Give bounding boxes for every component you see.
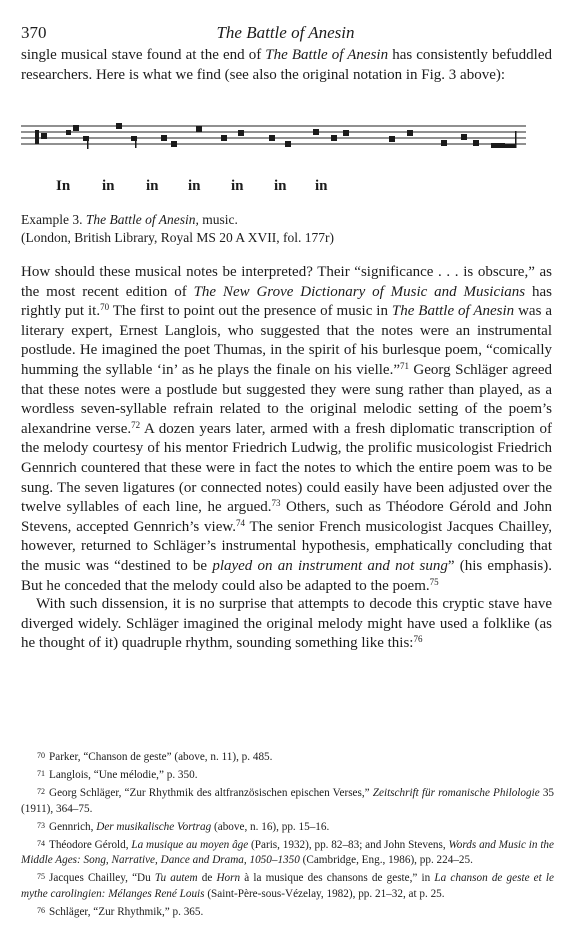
note-stem xyxy=(135,136,137,148)
caption-prefix: Example 3. xyxy=(21,212,86,227)
syllable-6: in xyxy=(274,178,287,194)
body-paragraph-1: How should these musical notes be interpreted? Their “significance . . . is obscure,” as the most recent edition of The New Grove Dictionary of Music and Musicians has rightly put it.$^{70}$ The first to point out the presence of music in The Battle of Anesin was a literary expert, Ernest Langlois, who suggested that the notes were an instrumental postlude. He imagined the poet Thumas, in the spirit of his burlesque poem, “comically humming the syllable ‘in’ as he plays the finale on his vielle.”$^{71}$ Georg Schläger agreed that these notes were a postlude but suggested they were sung rather than played, as a wordless seven-syllable refrain related to the original melodic setting of the poem’s alexandrine verse.$^{72}$ A dozen years later, armed with a fresh diplomatic transcription of the melody courtesy of his mentor Friedrich Ludwig, the prolific musicologist Friedrich Gennrich countered that these were in fact the notes to which the entire poem was to be sung. The seven ligatures (or connected notes) could easily have been adjusted over the twelve syllables of each line, he argued.$^{73}$ Others, such as Théodore Gérold and John Stevens, accepted Gennrich’s view.$^{74}$ The senior French musicologist Jacques Chailley, however, returned to Schläger’s instrumental hypothesis, emphatically concluding that the music was “destined to be played on an instrument and not sung” (his emphasis). But he conceded that the melody could also be adapted to the poem.$^{75}$ xyxy=(21,264,553,594)
body-paragraph-2: With such dissension, it is no surprise that attempts to decode this cryptic stave have diverged widely. Schläger imagined the original melody might have used a folklike (as he thought of it) quadruple rhythm, sounding something like this:$^{76}$ xyxy=(21,596,552,652)
syllable-1: In xyxy=(56,178,71,194)
note-head xyxy=(331,135,337,141)
note-stem xyxy=(515,131,517,148)
note-head xyxy=(196,126,202,132)
intro-text-1: single musical stave found at the end of xyxy=(21,47,266,63)
caption-suffix: music. xyxy=(198,212,238,227)
footnote-70: 70 Parker, “Chanson de geste” (above, n. 11), p. 485. xyxy=(37,751,273,763)
example-caption xyxy=(21,211,552,229)
syllable-3: in xyxy=(146,178,159,194)
ligature xyxy=(505,144,515,148)
footnote-73: 73 Gennrich, Der musikalische Vortrag (above, n. 16), pp. 15–16. xyxy=(37,820,330,833)
note-head xyxy=(66,130,71,135)
note-head xyxy=(461,134,467,140)
footnote-ref: 71 xyxy=(399,360,409,371)
footnote-ref: 76 xyxy=(413,634,423,645)
note-head xyxy=(41,133,47,139)
page-header xyxy=(0,23,571,47)
note-head xyxy=(441,140,447,146)
note-head xyxy=(161,135,167,141)
note-head xyxy=(313,129,319,135)
caption-title: The Battle of Anesin, xyxy=(85,212,199,227)
note-stem xyxy=(87,136,89,149)
intro-paragraph xyxy=(21,46,552,85)
footnote-ref: 75 xyxy=(429,576,439,587)
clef-mark xyxy=(35,130,39,144)
music-staff-notation xyxy=(21,116,531,156)
footnote-72: 72 Georg Schläger, “Zur Rhythmik des altfranzösischen epischen Verses,” Zeitschrift für romanische Philologie 35 (1911), 364–75. xyxy=(21,787,555,815)
note-head xyxy=(343,130,349,136)
footnote-71: 71 Langlois, “Une mélodie,” p. 350. xyxy=(37,769,198,781)
footnote-ref: 74 xyxy=(235,517,245,528)
intro-text-2: has consistently befuddled researchers. Here is what we find (see also the original notation in Fig. 3 above): xyxy=(21,47,553,83)
page-number: 370 xyxy=(21,23,47,42)
footnote-74: 74 Théodore Gérold, La musique au moyen âge (Paris, 1932), pp. 82–83; and John Stevens, Words and Music in the Middle Ages: Song, Narrative, Dance and Drama, 1050–1350 (Cambridge, Eng., 1986), pp. 224–25. xyxy=(21,838,554,866)
syllable-2: in xyxy=(102,178,115,194)
example-source: (London, British Library, Royal MS 20 A XVII, fol. 177r) xyxy=(21,230,334,245)
syllable-5: in xyxy=(231,178,244,194)
note-head xyxy=(238,130,244,136)
lyric-syllables xyxy=(0,178,571,200)
footnote-ref: 70 xyxy=(100,302,110,313)
syllable-7: in xyxy=(315,178,328,194)
note-head xyxy=(116,123,122,129)
running-title: The Battle of Anesin xyxy=(216,23,355,42)
music-staff xyxy=(21,116,531,156)
footnote-ref: 73 xyxy=(271,498,281,509)
note-head xyxy=(73,125,79,131)
ligature xyxy=(491,143,505,148)
note-head xyxy=(407,130,413,136)
note-head xyxy=(221,135,227,141)
note-head xyxy=(389,136,395,142)
footnotes xyxy=(21,748,554,921)
intro-title-italic: The Battle of Anesin xyxy=(265,47,389,63)
note-head xyxy=(269,135,275,141)
note-head xyxy=(171,141,177,147)
note-head xyxy=(473,140,479,146)
footnote-ref: 72 xyxy=(131,419,141,430)
footnote-76: 76 Schläger, “Zur Rhythmik,” p. 365. xyxy=(37,905,204,918)
note-head xyxy=(285,141,291,147)
footnote-75: 75 Jacques Chailley, “Du Tu autem de Horn à la musique des chansons de geste,” in La chanson de geste et le mythe carolingien: Mélanges René Louis (Saint-Père-sous-Vézelay, 1982), pp. 21–32, at p. 25. xyxy=(21,872,554,900)
syllable-4: in xyxy=(188,178,201,194)
